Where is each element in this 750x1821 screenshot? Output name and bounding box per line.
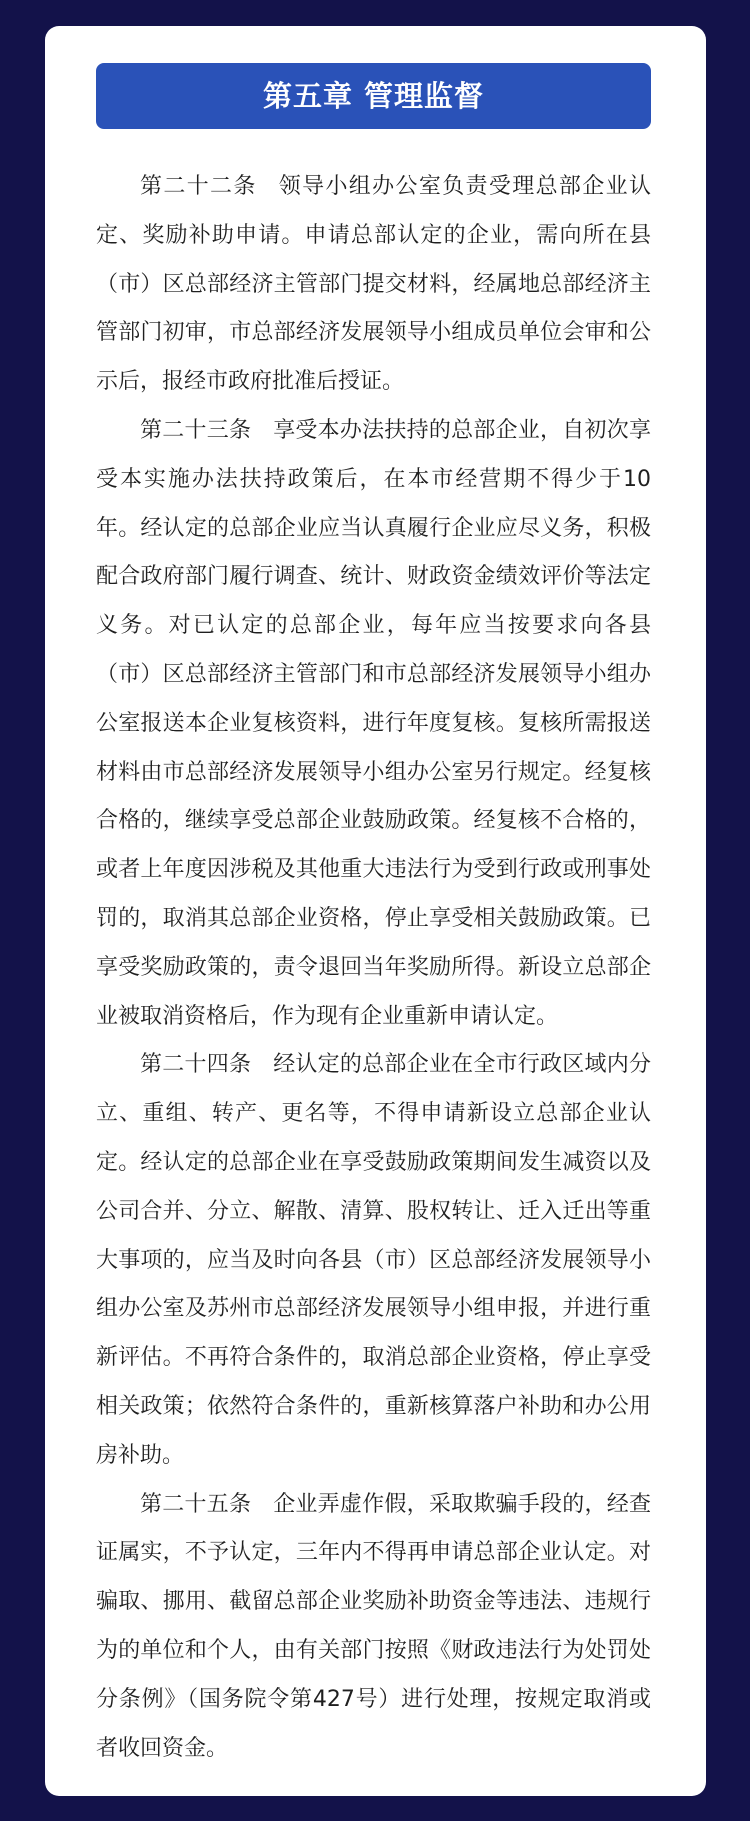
article-23 <box>96 407 651 1041</box>
article-number: 第二十二条 <box>140 174 257 199</box>
article-text: 领导小组办公室负责受理总部企业认定、奖励补助申请。申请总部认定的企业，需向所在县（市）区总部经济主管部门提交材料，经属地总部经济主管部门初审，市总部经济发展领导小组成员单位会审和公示后，报经市政府批准后授证。 <box>96 174 651 395</box>
article-22 <box>96 163 651 407</box>
article-text: 享受本办法扶持的总部企业，自初次享受本实施办法扶持政策后，在本市经营期不得少于10年。经认定的总部企业应当认真履行企业应尽义务，积极配合政府部门履行调查、统计、财政资金绩效评价等法定义务。对已认定的总部企业，每年应当按要求向各县（市）区总部经济主管部门和市总部经济发展领导小组办公室报送本企业复核资料，进行年度复核。复核所需报送材料由市总部经济发展领导小组办公室另行规定。经复核合格的，继续享受总部企业鼓励政策。经复核不合格的，或者上年度因涉税及其他重大违法行为受到行政或刑事处罚的，取消其总部企业资格，停止享受相关鼓励政策。已享受奖励政策的，责令退回当年奖励所得。新设立总部企业被取消资格后，作为现有企业重新申请认定。 <box>96 417 651 1029</box>
chapter-title: 第五章 管理监督 <box>96 63 651 129</box>
chapter-content <box>96 163 651 1773</box>
article-number: 第二十三条 <box>140 417 252 443</box>
article-text: 企业弄虚作假，采取欺骗手段的，经查证属实，不予认定，三年内不得再申请总部企业认定。对骗取、挪用、截留总部企业奖励补助资金等违法、违规行为的单位和个人，由有关部门按照《财政违法行为处罚处分条例》（国务院令第427号）进行处理，按规定取消或者收回资金。 <box>96 1491 651 1761</box>
article-number: 第二十五条 <box>140 1491 252 1517</box>
article-number: 第二十四条 <box>140 1052 252 1078</box>
article-25 <box>96 1481 651 1774</box>
article-24 <box>96 1041 651 1480</box>
article-text: 经认定的总部企业在全市行政区域内分立、重组、转产、更名等，不得申请新设立总部企业认定。经认定的总部企业在享受鼓励政策期间发生减资以及公司合并、分立、解散、清算、股权转让、迁入迁出等重大事项的，应当及时向各县（市）区总部经济发展领导小组办公室及苏州市总部经济发展领导小组申报，并进行重新评估。不再符合条件的，取消总部企业资格，停止享受相关政策；依然符合条件的，重新核算落户补助和办公用房补助。 <box>96 1052 651 1468</box>
document-card <box>45 26 706 1796</box>
